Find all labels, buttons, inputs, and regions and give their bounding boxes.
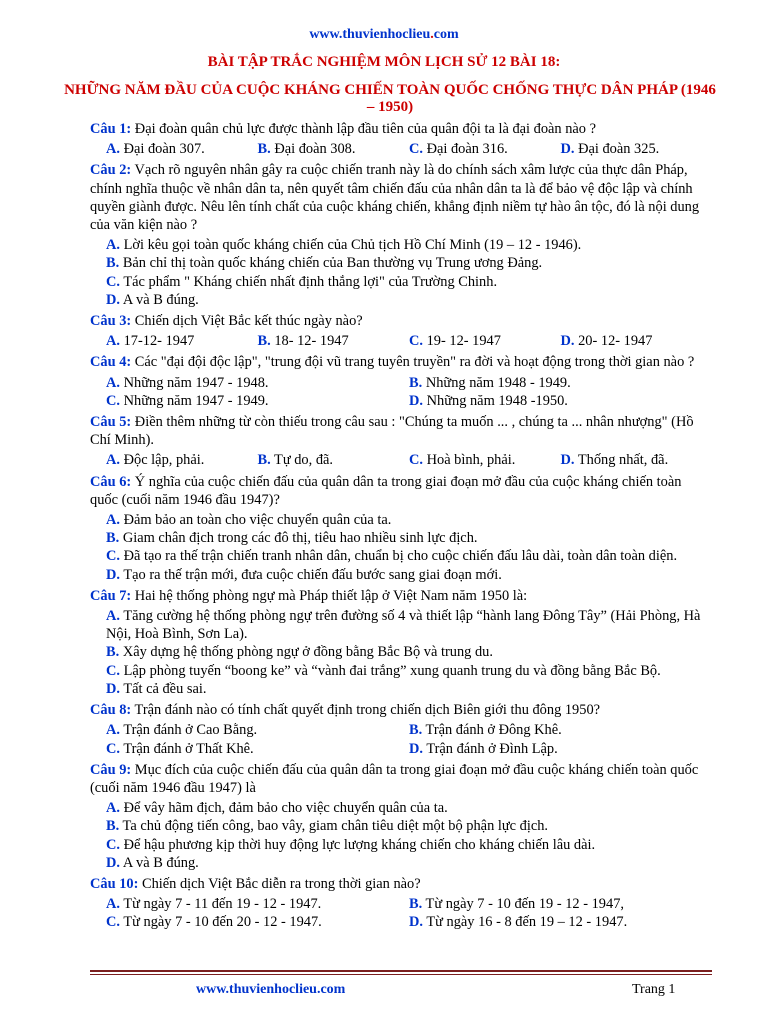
page-number: Trang 1 bbox=[632, 982, 676, 997]
option-c: C. Hoà bình, phải. bbox=[409, 452, 516, 469]
option-c: C. Đã tạo ra thế trận chiến tranh nhân dân, chuẩn bị cho cuộc chiến đấu lâu dài, toàn dân toàn diện. bbox=[106, 548, 678, 565]
option-b: B. Giam chân địch trong các đô thị, tiêu hao nhiều sinh lực địch. bbox=[106, 530, 478, 547]
question-list bbox=[90, 120, 712, 932]
options-row bbox=[90, 140, 712, 158]
question-2 bbox=[90, 161, 712, 234]
question-8 bbox=[90, 701, 712, 719]
option-a: A. Độc lập, phải. bbox=[106, 452, 205, 469]
option-d: D. Những năm 1948 -1950. bbox=[409, 392, 568, 409]
question-number: Câu 2: bbox=[90, 162, 132, 179]
options-row bbox=[90, 451, 712, 469]
document-title: BÀI TẬP TRẮC NGHIỆM MÔN LỊCH SỬ 12 BÀI 18: bbox=[207, 54, 561, 70]
question-6 bbox=[90, 473, 712, 509]
option-c: C. Trận đánh ở Thất Khê. bbox=[106, 740, 254, 757]
option-a: A. Lời kêu gọi toàn quốc kháng chiến của Chủ tịch Hồ Chí Minh (19 – 12 - 1946). bbox=[106, 237, 582, 254]
option-d: D. Tạo ra thế trận mới, đưa cuộc chiến đấu bước sang giai đoạn mới. bbox=[106, 566, 502, 583]
question-text: Đại đoàn quân chủ lực được thành lập đầu tiên của quân đội ta là đại đoàn nào ? bbox=[134, 121, 596, 137]
header-site-link[interactable] bbox=[0, 27, 768, 43]
option-a: A. Tăng cường hệ thống phòng ngự trên đường số 4 và thiết lập “hành lang Đông Tây” (Hải Phòng, Hà Nội, Hoà Bình, Sơn La). bbox=[106, 608, 701, 643]
option-a: A. Trận đánh ở Cao Bằng. bbox=[106, 722, 258, 739]
question-text: Trận đánh nào có tính chất quyết định trong chiến dịch Biên giới thu đông 1950? bbox=[134, 702, 601, 719]
header-site-tld: com bbox=[433, 27, 459, 42]
header-site-dot: . bbox=[430, 27, 434, 42]
option-c: C. Đại đoàn 316. bbox=[409, 141, 508, 158]
question-number: Câu 7: bbox=[90, 587, 132, 604]
options-row bbox=[90, 374, 712, 392]
question-number: Câu 4: bbox=[90, 354, 132, 371]
footer-site-link[interactable]: www.thuvienhoclieu.com bbox=[196, 982, 346, 997]
question-text: Vạch rõ nguyên nhân gây ra cuộc chiến tranh này là do chính sách xâm lược của thực dân Pháp, chính nghĩa thuộc về nhân dân ta, nên quyết tâm chiến đấu của nhân dân ta là để bảo vệ độc lập và chính quyền giành được. Nêu lên tính chất của cuộc kháng chiến, khẳng định niềm tự hào ân tộc, đó là nội dung của văn kiện nào ? bbox=[90, 162, 700, 234]
option-d: D. A và B đúng. bbox=[106, 291, 199, 308]
option-b: B. Đại đoàn 308. bbox=[257, 141, 356, 158]
option-a: A. Để vây hãm địch, đảm bảo cho việc chuyển quân của ta. bbox=[106, 800, 448, 817]
question-number: Câu 9: bbox=[90, 761, 132, 778]
question-number: Câu 8: bbox=[90, 702, 132, 719]
question-text: Điền thêm những từ còn thiếu trong câu sau : "Chúng ta muốn ... , chúng ta ... nhân nhượng" (Hồ Chí Minh). bbox=[90, 414, 694, 449]
option-b: B. Bản chỉ thị toàn quốc kháng chiến của Ban thường vụ Trung ương Đảng. bbox=[106, 255, 543, 272]
question-number: Câu 10: bbox=[90, 875, 139, 892]
option-d: D. Tất cả đều sai. bbox=[106, 680, 207, 697]
options-row bbox=[90, 895, 712, 913]
option-a: A. Đảm bảo an toàn cho việc chuyển quân của ta. bbox=[106, 512, 392, 529]
option-b: B. Tự do, đã. bbox=[257, 452, 334, 469]
question-5 bbox=[90, 413, 712, 449]
question-number: Câu 3: bbox=[90, 313, 132, 330]
question-text: Chiến dịch Việt Bắc kết thúc ngày nào? bbox=[134, 313, 363, 330]
option-c: C. Từ ngày 7 - 10 đến 20 - 12 - 1947. bbox=[106, 914, 322, 931]
options-row bbox=[90, 913, 712, 931]
question-3 bbox=[90, 312, 712, 330]
option-b: B. Xây dựng hệ thống phòng ngự ở đồng bằng Bắc Bộ và trung du. bbox=[106, 644, 493, 661]
option-c: C. Những năm 1947 - 1949. bbox=[106, 392, 269, 409]
option-a: A. Những năm 1947 - 1948. bbox=[106, 374, 269, 391]
option-b: B. 18- 12- 1947 bbox=[257, 333, 349, 350]
options-row bbox=[90, 740, 712, 758]
options-row bbox=[90, 721, 712, 739]
option-c: C. Lập phòng tuyến “boong ke” và “vành đai trắng” xung quanh trung du và đồng bằng Bắc Bộ. bbox=[106, 662, 661, 679]
option-a: A. Từ ngày 7 - 11 đến 19 - 12 - 1947. bbox=[106, 896, 322, 913]
question-7 bbox=[90, 587, 712, 605]
question-number: Câu 5: bbox=[90, 414, 132, 431]
option-a: A. Đại đoàn 307. bbox=[106, 141, 205, 158]
option-a: A. 17-12- 1947 bbox=[106, 333, 195, 350]
option-c: C. Để hậu phương kịp thời huy động lực lượng kháng chiến cho kháng chiến lâu dài. bbox=[106, 836, 596, 853]
question-text: Chiến dịch Việt Bắc diễn ra trong thời gian nào? bbox=[141, 875, 421, 892]
option-b: B. Ta chủ động tiến công, bao vây, giam chân tiêu diệt một bộ phận lực địch. bbox=[106, 818, 549, 835]
option-c: C. Tác phẩm " Kháng chiến nhất định thắng lợi" của Trường Chinh. bbox=[106, 273, 498, 290]
question-text: Ý nghĩa của cuộc chiến đấu của quân dân ta trong giai đoạn mở đầu của cuộc kháng chiến toàn quốc (cuối năm 1946 đầu 1947)? bbox=[90, 473, 682, 508]
options-row bbox=[90, 332, 712, 350]
option-b: B. Trận đánh ở Đông Khê. bbox=[409, 722, 562, 739]
option-d: D. Trận đánh ở Đình Lập. bbox=[409, 740, 558, 757]
document-subtitle: NHỮNG NĂM ĐẦU CỦA CUỘC KHÁNG CHIẾN TOÀN QUỐC CHỐNG THỰC DÂN PHÁP (1946 – 1950) bbox=[64, 82, 716, 115]
question-4 bbox=[90, 353, 712, 371]
options-row bbox=[90, 392, 712, 410]
header-site-name: www.thuvienhoclieu bbox=[309, 27, 431, 42]
option-c: C. 19- 12- 1947 bbox=[409, 333, 501, 350]
option-d: D. Từ ngày 16 - 8 đến 19 – 12 - 1947. bbox=[409, 914, 628, 931]
question-text: Các "đại đội độc lập", "trung đội vũ trang tuyên truyền" ra đời và hoạt động trong thời gian nào ? bbox=[134, 354, 695, 371]
option-d: D. Thống nhất, đã. bbox=[560, 452, 669, 469]
question-10 bbox=[90, 875, 712, 893]
option-d: D. A và B đúng. bbox=[106, 854, 199, 871]
question-number: Câu 1: bbox=[90, 121, 132, 137]
option-b: B. Từ ngày 7 - 10 đến 19 - 12 - 1947, bbox=[409, 896, 624, 913]
footer-divider bbox=[90, 970, 712, 972]
footer-divider-thin bbox=[90, 974, 712, 975]
question-1 bbox=[90, 120, 712, 138]
question-text: Mục đích của cuộc chiến đấu của quân dân ta trong giai đoạn mở đầu cuộc kháng chiến toàn quốc (cuối năm 1946 đầu 1947) là bbox=[90, 761, 699, 796]
option-d: D. 20- 12- 1947 bbox=[560, 333, 653, 350]
option-b: B. Những năm 1948 - 1949. bbox=[409, 374, 571, 391]
question-number: Câu 6: bbox=[90, 473, 132, 490]
question-9 bbox=[90, 761, 712, 797]
option-d: D. Đại đoàn 325. bbox=[560, 141, 660, 158]
question-text: Hai hệ thống phòng ngự mà Pháp thiết lập ở Việt Nam năm 1950 là: bbox=[134, 587, 528, 604]
